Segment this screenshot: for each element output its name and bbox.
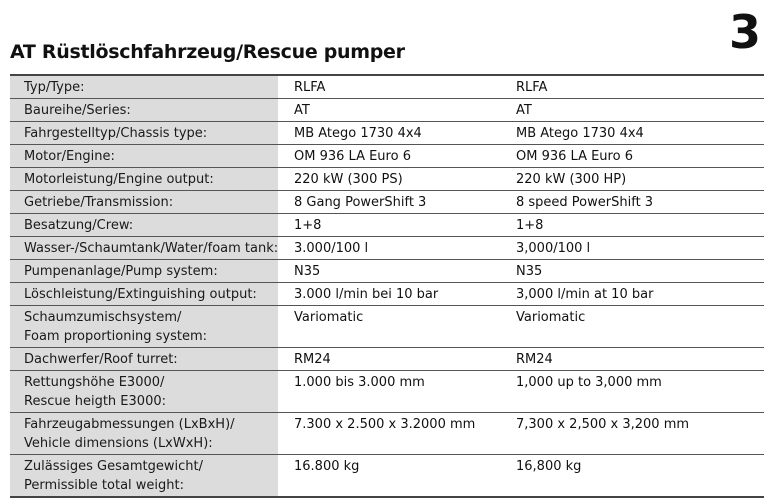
value-german: 8 Gang PowerShift 3 <box>294 195 427 210</box>
table-row <box>10 371 764 413</box>
specifications-table-body <box>10 75 764 497</box>
table-row <box>10 122 764 145</box>
row-label <box>10 99 278 122</box>
table-row <box>10 306 764 348</box>
table-row <box>10 168 764 191</box>
value-english: MB Atego 1730 4x4 <box>516 126 644 141</box>
table-row <box>10 283 764 306</box>
value-german: 7.300 x 2.500 x 3.2000 mm <box>294 417 476 432</box>
table-row <box>10 260 764 283</box>
value-german: N35 <box>294 264 321 279</box>
row-label <box>10 145 278 168</box>
value-english: 3,000/100 l <box>516 241 591 256</box>
table-row <box>10 348 764 371</box>
row-label-line: Typ/Type: <box>24 80 85 95</box>
row-label-line: Wasser-/Schaumtank/Water/foam tank: <box>24 241 279 256</box>
row-label <box>10 413 278 455</box>
table-row <box>10 455 764 498</box>
row-label-line: Pumpenanlage/Pump system: <box>24 264 218 279</box>
row-label-line: Fahrgestelltyp/Chassis type: <box>24 126 208 141</box>
row-label <box>10 75 278 99</box>
row-label <box>10 214 278 237</box>
row-label-line: Schaumzumischsystem/ <box>24 310 182 325</box>
row-label-line: Rettungshöhe E3000/ <box>24 375 165 390</box>
table-row <box>10 75 764 99</box>
row-label-line: Fahrzeugabmessungen (LxBxH)/ <box>24 417 235 432</box>
value-english: RLFA <box>516 80 548 95</box>
value-german: AT <box>294 103 310 118</box>
value-german: RM24 <box>294 352 331 367</box>
row-label-line: Vehicle dimensions (LxWxH): <box>24 436 213 451</box>
row-label <box>10 348 278 371</box>
row-label <box>10 455 278 498</box>
table-row <box>10 145 764 168</box>
page-number: 3 <box>728 5 761 59</box>
table-row <box>10 413 764 455</box>
value-english: 220 kW (300 HP) <box>516 172 627 187</box>
value-english: 16,800 kg <box>516 459 582 474</box>
row-label <box>10 191 278 214</box>
row-label <box>10 371 278 413</box>
value-english: AT <box>516 103 532 118</box>
row-label-line: Motor/Engine: <box>24 149 115 164</box>
page-title: AT Rüstlöschfahrzeug/Rescue pumper <box>10 41 405 63</box>
value-german: 220 kW (300 PS) <box>294 172 403 187</box>
value-german: 1+8 <box>294 218 322 233</box>
row-label-line: Motorleistung/Engine output: <box>24 172 214 187</box>
value-english: 7,300 x 2,500 x 3,200 mm <box>516 417 690 432</box>
row-label <box>10 306 278 348</box>
row-label <box>10 237 278 260</box>
value-english: 1+8 <box>516 218 544 233</box>
value-german: 16.800 kg <box>294 459 360 474</box>
value-german: Variomatic <box>294 310 364 325</box>
row-label-line: Getriebe/Transmission: <box>24 195 174 210</box>
row-label-line: Permissible total weight: <box>24 478 184 493</box>
value-english: Variomatic <box>516 310 586 325</box>
table-row <box>10 191 764 214</box>
row-label <box>10 122 278 145</box>
row-label <box>10 283 278 306</box>
value-english: RM24 <box>516 352 553 367</box>
row-label <box>10 260 278 283</box>
value-english: N35 <box>516 264 543 279</box>
row-label-line: Zulässiges Gesamtgewicht/ <box>24 459 203 474</box>
value-english: 1,000 up to 3,000 mm <box>516 375 662 390</box>
value-german: MB Atego 1730 4x4 <box>294 126 422 141</box>
table-row <box>10 214 764 237</box>
value-english: 3,000 l/min at 10 bar <box>516 287 654 302</box>
row-label-line: Besatzung/Crew: <box>24 218 134 233</box>
row-label-line: Dachwerfer/Roof turret: <box>24 352 178 367</box>
row-label <box>10 168 278 191</box>
value-german: 3.000 l/min bei 10 bar <box>294 287 439 302</box>
table-row <box>10 99 764 122</box>
value-english: OM 936 LA Euro 6 <box>516 149 633 164</box>
row-label-line: Löschleistung/Extinguishing output: <box>24 287 257 302</box>
row-label-line: Foam proportioning system: <box>24 329 208 344</box>
specifications-table <box>10 74 764 498</box>
row-label-line: Rescue heigth E3000: <box>24 394 166 409</box>
value-english: 8 speed PowerShift 3 <box>516 195 654 210</box>
value-german: 1.000 bis 3.000 mm <box>294 375 425 390</box>
row-label-line: Baureihe/Series: <box>24 103 131 118</box>
table-row <box>10 237 764 260</box>
value-german: 3.000/100 l <box>294 241 369 256</box>
value-german: RLFA <box>294 80 326 95</box>
value-german: OM 936 LA Euro 6 <box>294 149 411 164</box>
